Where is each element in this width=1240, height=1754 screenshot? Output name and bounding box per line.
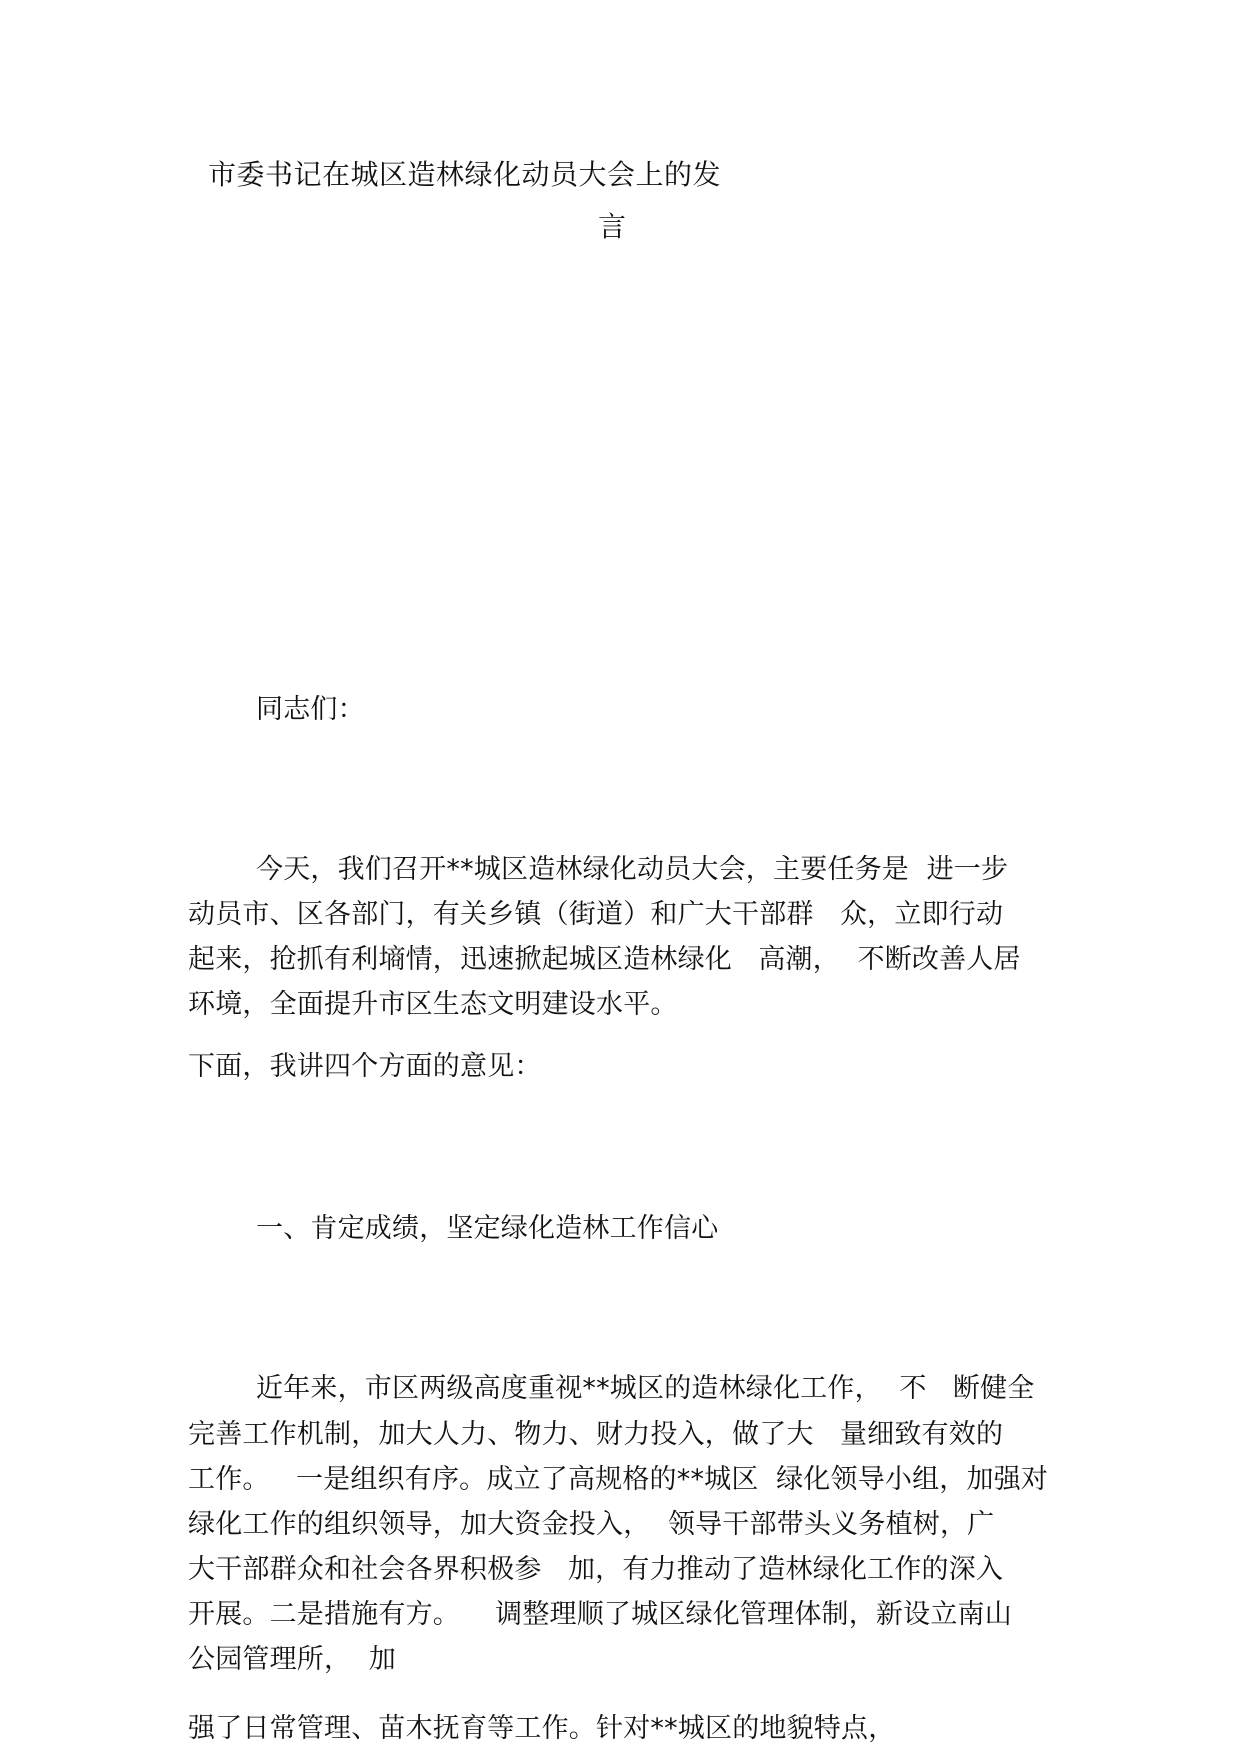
continued-paragraph-line: 强了日常管理、苗木抚育等工作。针对**城区的地貌特点，: [188, 1713, 896, 1744]
document-title-line-2: 言: [598, 210, 627, 243]
intro-paragraph-line-3: 起来，抢抓有利墒情，迅速掀起城区造林绿化 高潮， 不断改善人居: [188, 944, 1021, 975]
body-paragraph-line-4: 绿化工作的组织领导，加大资金投入， 领导干部带头义务植树，广: [188, 1509, 995, 1540]
body-paragraph-line-7: 公园管理所， 加: [188, 1644, 396, 1675]
body-paragraph-line-5: 大干部群众和社会各界积极参 加，有力推动了造林绿化工作的深入: [188, 1554, 1004, 1585]
body-paragraph-line-1: 近年来，市区两级高度重视**城区的造林绿化工作， 不 断健全: [256, 1373, 1035, 1404]
transition-line: 下面，我讲四个方面的意见：: [188, 1051, 542, 1082]
intro-paragraph-line-4: 环境，全面提升市区生态文明建设水平。: [188, 989, 678, 1020]
document-title-line-1: 市委书记在城区造林绿化动员大会上的发: [208, 158, 722, 191]
body-paragraph-line-2: 完善工作机制，加大人力、物力、财力投入，做了大 量细致有效的: [188, 1419, 1004, 1450]
body-paragraph-line-3: 工作。 一是组织有序。成立了高规格的**城区 绿化领导小组，加强对: [188, 1464, 1049, 1495]
body-paragraph-line-6: 开展。二是措施有方。 调整理顺了城区绿化管理体制，新设立南山: [188, 1599, 1012, 1630]
intro-paragraph-line-2: 动员市、区各部门，有关乡镇（街道）和广大干部群 众，立即行动: [188, 899, 1004, 930]
salutation: 同志们：: [256, 694, 365, 725]
intro-paragraph-line-1: 今天，我们召开**城区造林绿化动员大会，主要任务是 进一步: [256, 854, 1009, 885]
section-heading: 一、肯定成绩，坚定绿化造林工作信心: [256, 1213, 719, 1244]
